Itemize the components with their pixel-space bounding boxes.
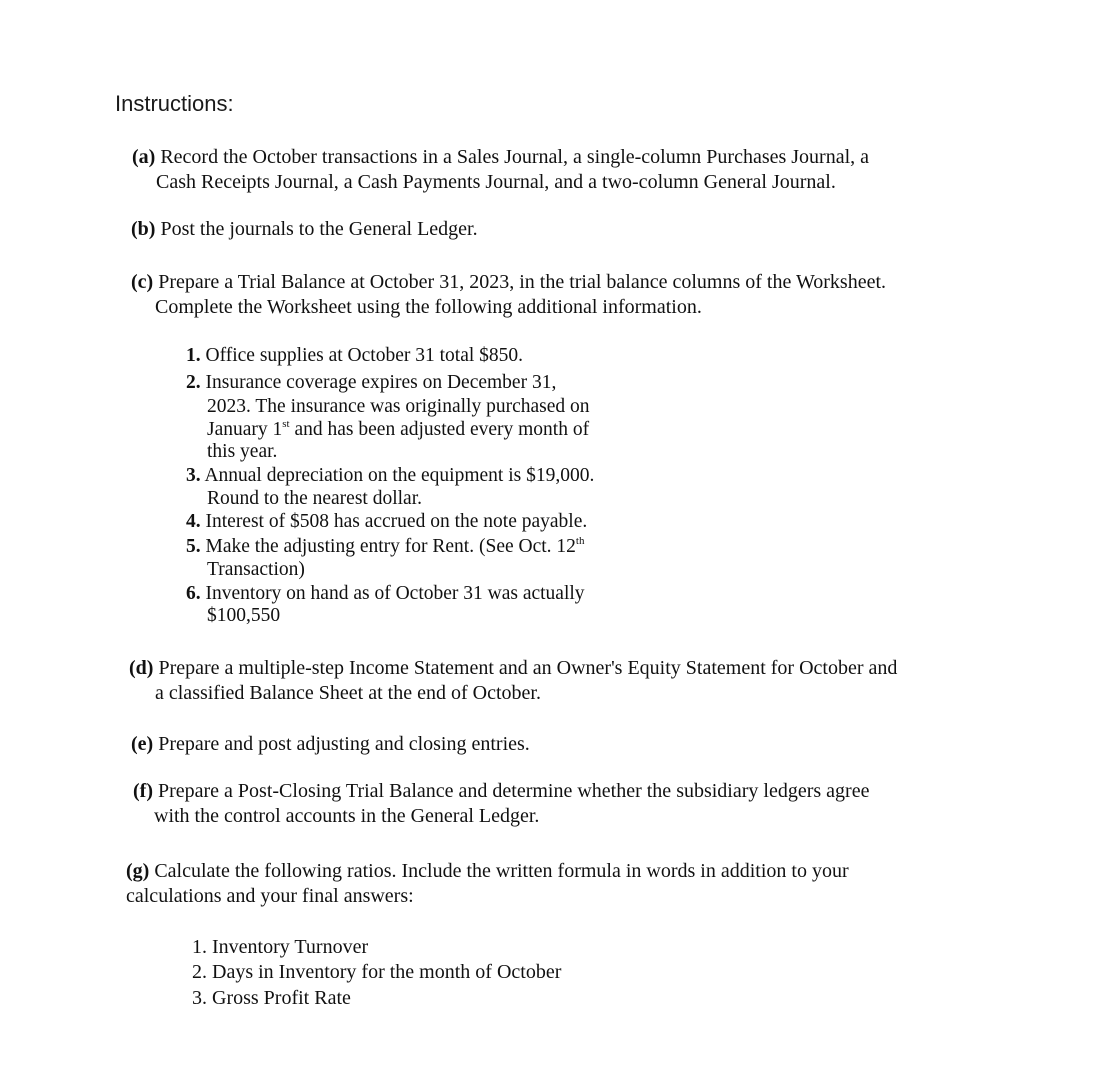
instruction-g-label: (g) [126, 860, 150, 882]
instruction-f-label: (f) [133, 780, 153, 802]
instruction-d-label: (d) [129, 657, 154, 679]
instruction-b-line1: (b) Post the journals to the General Ledger. [131, 218, 478, 240]
instruction-d-line1: (d) Prepare a multiple-step Income Statement and an Owner's Equity Statement for October and [129, 657, 898, 679]
instruction-a-line2: Cash Receipts Journal, a Cash Payments Journal, and a two-column General Journal. [156, 171, 836, 193]
instruction-c-line1: (c) Prepare a Trial Balance at October 31, 2023, in the trial balance columns of the Worksheet. [131, 271, 887, 293]
ratio-item: 3. Gross Profit Rate [192, 987, 351, 1009]
instruction-a-line1: (a) Record the October transactions in a Sales Journal, a single-column Purchases Journal, a [132, 146, 870, 168]
instruction-d-line2: a classified Balance Sheet at the end of October. [155, 682, 541, 704]
list-item-continuation: this year. [207, 441, 278, 462]
instruction-g-line2: calculations and your final answers: [126, 885, 414, 907]
instruction-c-label: (c) [131, 271, 154, 293]
instruction-g-line1: (g) Calculate the following ratios. Include the written formula in words in addition to your [126, 860, 849, 882]
list-item: 1. Office supplies at October 31 total $850. [186, 345, 524, 366]
list-item-continuation: Transaction) [207, 559, 305, 580]
page-title: Instructions: [115, 91, 234, 116]
list-item-continuation: January 1st and has been adjusted every month of [207, 418, 590, 440]
list-item: 6. Inventory on hand as of October 31 was actually [186, 583, 585, 604]
list-item: 4. Interest of $508 has accrued on the note payable. [186, 511, 588, 532]
ratio-item: 1. Inventory Turnover [192, 936, 369, 958]
instruction-c-line2: Complete the Worksheet using the following additional information. [155, 296, 702, 318]
list-item-continuation: 2023. The insurance was originally purchased on [207, 396, 590, 417]
list-item-continuation: $100,550 [207, 605, 281, 626]
list-item: 5. Make the adjusting entry for Rent. (See Oct. 12th [186, 535, 585, 557]
list-item: 2. Insurance coverage expires on December 31, [186, 372, 557, 393]
ratio-item: 2. Days in Inventory for the month of October [192, 961, 562, 983]
instruction-e-label: (e) [131, 733, 154, 755]
list-item-continuation: Round to the nearest dollar. [207, 488, 422, 509]
instruction-a-label: (a) [132, 146, 156, 168]
instruction-e-line1: (e) Prepare and post adjusting and closing entries. [131, 733, 530, 755]
instruction-b-label: (b) [131, 218, 156, 240]
instruction-f-line2: with the control accounts in the General Ledger. [154, 805, 540, 827]
instruction-f-line1: (f) Prepare a Post-Closing Trial Balance and determine whether the subsidiary ledgers agree [133, 780, 870, 802]
list-item: 3. Annual depreciation on the equipment is $19,000. [186, 465, 595, 486]
